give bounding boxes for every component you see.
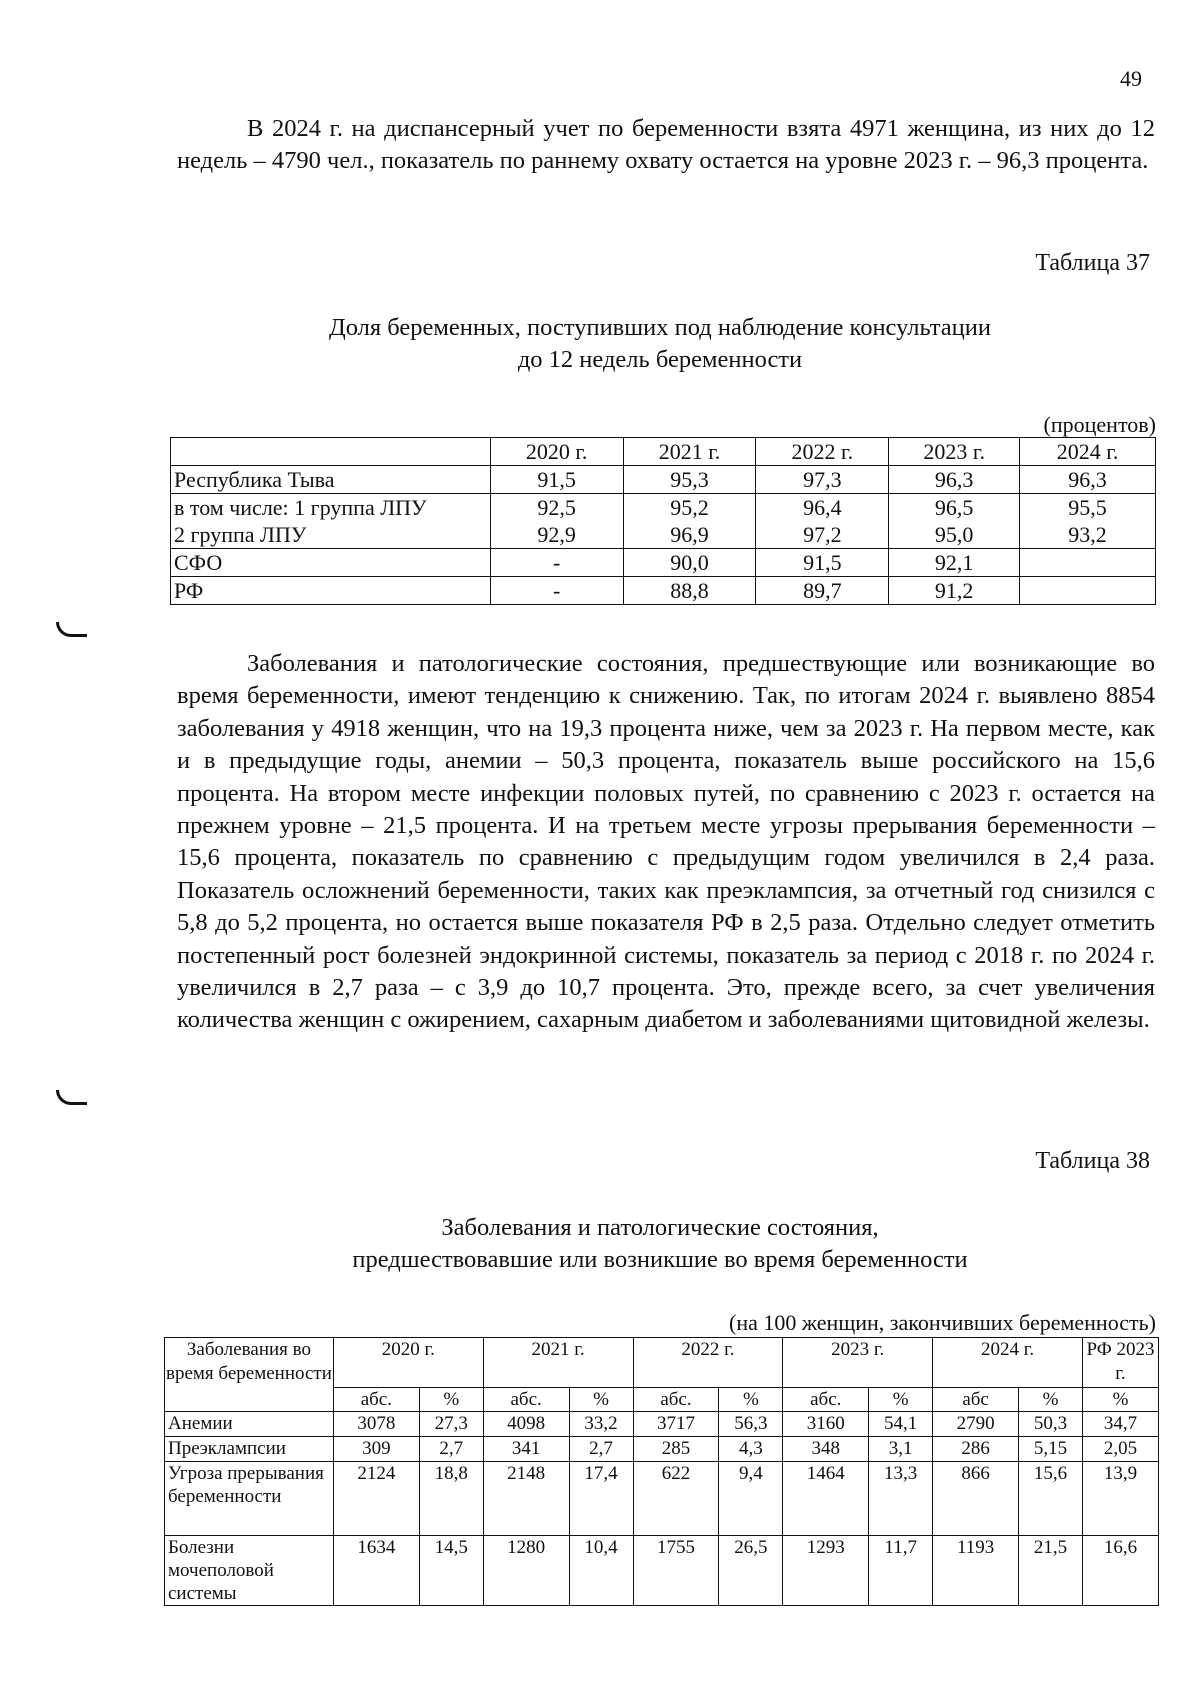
- table37-cell: [1020, 549, 1156, 577]
- table38-subheader: %: [1082, 1388, 1158, 1412]
- table37-row-label: в том числе: 1 группа ЛПУ: [171, 494, 491, 522]
- table37-cell: 91,2: [889, 577, 1020, 605]
- table37-header-cell: [171, 438, 491, 466]
- table38-corner-header: Заболевания во время беременности: [165, 1338, 334, 1412]
- table38-cell: 10,4: [569, 1536, 633, 1606]
- table38-cell: 4,3: [719, 1437, 783, 1462]
- table37-cell: 95,5: [1020, 494, 1156, 522]
- page-number: 49: [1120, 66, 1142, 91]
- table37-cell: 92,1: [889, 549, 1020, 577]
- table38-cell: 13,3: [869, 1462, 933, 1536]
- table38-cell: 2790: [933, 1412, 1019, 1437]
- table37: [170, 437, 1156, 605]
- table37-cell: 88,8: [623, 577, 756, 605]
- table38-cell: 2,05: [1082, 1437, 1158, 1462]
- table-row: [165, 1462, 1159, 1536]
- table38-cell: 3078: [333, 1412, 419, 1437]
- table38-subheader: %: [419, 1388, 483, 1412]
- table38-row-label: Болезни мочеполовой системы: [165, 1536, 334, 1606]
- table37-header-row: [171, 438, 1156, 466]
- table38-title-line1: Заболевания и патологические состояния,: [441, 1214, 879, 1241]
- table38-cell: 34,7: [1082, 1412, 1158, 1437]
- margin-mark: [56, 622, 87, 637]
- table38-row-label: Угроза прерывания беременности: [165, 1462, 334, 1536]
- table-row: [171, 521, 1156, 549]
- table37-cell: 96,3: [1020, 466, 1156, 494]
- table38-subheader: абс.: [483, 1388, 569, 1412]
- intro-paragraph: В 2024 г. на диспансерный учет по беременности взята 4971 женщина, из них до 12 недель – 4790 чел., показатель по раннему охвату остается на уровне 2023 г. – 96,3 процента.: [177, 115, 1155, 175]
- table38-subheader: абс.: [633, 1388, 719, 1412]
- table37-row-label: 2 группа ЛПУ: [171, 521, 491, 549]
- table-row: [171, 466, 1156, 494]
- table38-year-header: 2021 г.: [483, 1338, 633, 1388]
- table38-cell: 341: [483, 1437, 569, 1462]
- table-row: [171, 577, 1156, 605]
- table37-header-cell: 2020 г.: [490, 438, 623, 466]
- table37-cell: 95,3: [623, 466, 756, 494]
- table38-year-header: 2024 г.: [933, 1338, 1083, 1388]
- table38-cell: 1634: [333, 1536, 419, 1606]
- table38-cell: 11,7: [869, 1536, 933, 1606]
- table38-year-header: 2023 г.: [783, 1338, 933, 1388]
- table38-cell: 3160: [783, 1412, 869, 1437]
- table38-row-label: Анемии: [165, 1412, 334, 1437]
- table38-cell: 285: [633, 1437, 719, 1462]
- table38-cell: 309: [333, 1437, 419, 1462]
- table38-subheader: %: [869, 1388, 933, 1412]
- table37-title: [160, 312, 1160, 376]
- table37-cell: 91,5: [756, 549, 889, 577]
- table37-cell: [1020, 577, 1156, 605]
- table38-cell: 3717: [633, 1412, 719, 1437]
- table-row: [165, 1412, 1159, 1437]
- table37-header-cell: 2024 г.: [1020, 438, 1156, 466]
- table37-cell: -: [490, 549, 623, 577]
- table38-cell: 5,15: [1019, 1437, 1083, 1462]
- table37-cell: -: [490, 577, 623, 605]
- table38-subheader: %: [569, 1388, 633, 1412]
- table38-cell: 348: [783, 1437, 869, 1462]
- table38-cell: 866: [933, 1462, 1019, 1536]
- table38-cell: 1293: [783, 1536, 869, 1606]
- table37-cell: 92,5: [490, 494, 623, 522]
- table38-cell: 15,6: [1019, 1462, 1083, 1536]
- table-row: [171, 549, 1156, 577]
- table38-cell: 286: [933, 1437, 1019, 1462]
- table37-cell: 89,7: [756, 577, 889, 605]
- table38-cell: 26,5: [719, 1536, 783, 1606]
- margin-mark: [56, 1090, 87, 1105]
- table38-header-row: [165, 1338, 1159, 1388]
- table37-cell: 96,5: [889, 494, 1020, 522]
- table38-subheader: %: [1019, 1388, 1083, 1412]
- table38-subheader: абс.: [333, 1388, 419, 1412]
- table37-cell: 92,9: [490, 521, 623, 549]
- table37-cell: 95,0: [889, 521, 1020, 549]
- table38-cell: 27,3: [419, 1412, 483, 1437]
- table38-subheader: абс: [933, 1388, 1019, 1412]
- table38-cell: 3,1: [869, 1437, 933, 1462]
- main-paragraph: Заболевания и патологические состояния, предшествующие или возникающие во время беременности, имеют тенденцию к снижению. Так, по итогам 2024 г. выявлено 8854 заболевания у 4918 женщин, что на 19,3 процента ниже, чем за 2023 г. На первом месте, как и в предыдущие годы, анемии – 50,3 процента, показатель выше российского на 15,6 процента. На втором месте инфекции половых путей, по сравнению с 2023 г. остается на прежнем уровне – 21,5 процента. И на третьем месте угрозы прерывания беременности – 15,6 процента, показатель по сравнению с предыдущим годом увеличился в 2,4 раза. Показатель осложнений беременности, таких как преэклампсия, за отчетный год снизился с 5,8 до 5,2 процента, но остается выше показателя РФ в 2,5 раза. Отдельно следует отметить постепенный рост болезней эндокринной системы, показатель за период с 2018 г. по 2024 г. увеличился в 2,7 раза – с 3,9 до 10,7 процента. Это, прежде всего, за счет увеличения количества женщин с ожирением, сахарным диабетом и заболеваниями щитовидной железы.: [177, 650, 1155, 1034]
- table38-year-header: 2022 г.: [633, 1338, 783, 1388]
- table38-cell: 33,2: [569, 1412, 633, 1437]
- table38-subheader: %: [719, 1388, 783, 1412]
- table37-cell: 97,3: [756, 466, 889, 494]
- table-row: [165, 1536, 1159, 1606]
- table38-cell: 4098: [483, 1412, 569, 1437]
- table38-units: (на 100 женщин, закончивших беременность): [729, 1310, 1156, 1335]
- table37-cell: 95,2: [623, 494, 756, 522]
- table38-caption: Таблица 38: [1035, 1148, 1150, 1174]
- table37-cell: 97,2: [756, 521, 889, 549]
- table38-cell: 54,1: [869, 1412, 933, 1437]
- table38-cell: 1280: [483, 1536, 569, 1606]
- table38-cell: 56,3: [719, 1412, 783, 1437]
- table38-title: [160, 1212, 1160, 1276]
- table-row: [171, 494, 1156, 522]
- table37-header-cell: 2023 г.: [889, 438, 1020, 466]
- table38-cell: 2,7: [569, 1437, 633, 1462]
- table37-units: (процентов): [1043, 412, 1156, 437]
- table38-rf-header: РФ 2023 г.: [1082, 1338, 1158, 1388]
- table37-cell: 96,4: [756, 494, 889, 522]
- table38-cell: 2148: [483, 1462, 569, 1536]
- table38-cell: 21,5: [1019, 1536, 1083, 1606]
- table38-row-label: Преэклампсии: [165, 1437, 334, 1462]
- table38-cell: 17,4: [569, 1462, 633, 1536]
- table37-cell: 96,3: [889, 466, 1020, 494]
- table37-caption: Таблица 37: [1035, 250, 1150, 276]
- table38-title-line2: предшествовавшие или возникшие во время беременности: [352, 1246, 968, 1273]
- table38-cell: 2,7: [419, 1437, 483, 1462]
- table37-header-cell: 2021 г.: [623, 438, 756, 466]
- table38-cell: 16,6: [1082, 1536, 1158, 1606]
- table38: [164, 1337, 1159, 1606]
- table38-cell: 13,9: [1082, 1462, 1158, 1536]
- table38-cell: 1464: [783, 1462, 869, 1536]
- table37-cell: 93,2: [1020, 521, 1156, 549]
- table38-subheader: абс.: [783, 1388, 869, 1412]
- table37-cell: 90,0: [623, 549, 756, 577]
- table38-cell: 622: [633, 1462, 719, 1536]
- table37-row-label: Республика Тыва: [171, 466, 491, 494]
- table37-title-line1: Доля беременных, поступивших под наблюдение консультации: [329, 314, 991, 341]
- table-row: [165, 1437, 1159, 1462]
- table37-title-line2: до 12 недель беременности: [517, 346, 803, 373]
- table38-cell: 18,8: [419, 1462, 483, 1536]
- table37-row-label: РФ: [171, 577, 491, 605]
- table37-row-label: СФО: [171, 549, 491, 577]
- table38-cell: 14,5: [419, 1536, 483, 1606]
- table38-cell: 1193: [933, 1536, 1019, 1606]
- table38-cell: 9,4: [719, 1462, 783, 1536]
- table37-cell: 91,5: [490, 466, 623, 494]
- table38-cell: 2124: [333, 1462, 419, 1536]
- table38-cell: 1755: [633, 1536, 719, 1606]
- table37-cell: 96,9: [623, 521, 756, 549]
- table38-cell: 50,3: [1019, 1412, 1083, 1437]
- table37-header-cell: 2022 г.: [756, 438, 889, 466]
- table38-year-header: 2020 г.: [333, 1338, 483, 1388]
